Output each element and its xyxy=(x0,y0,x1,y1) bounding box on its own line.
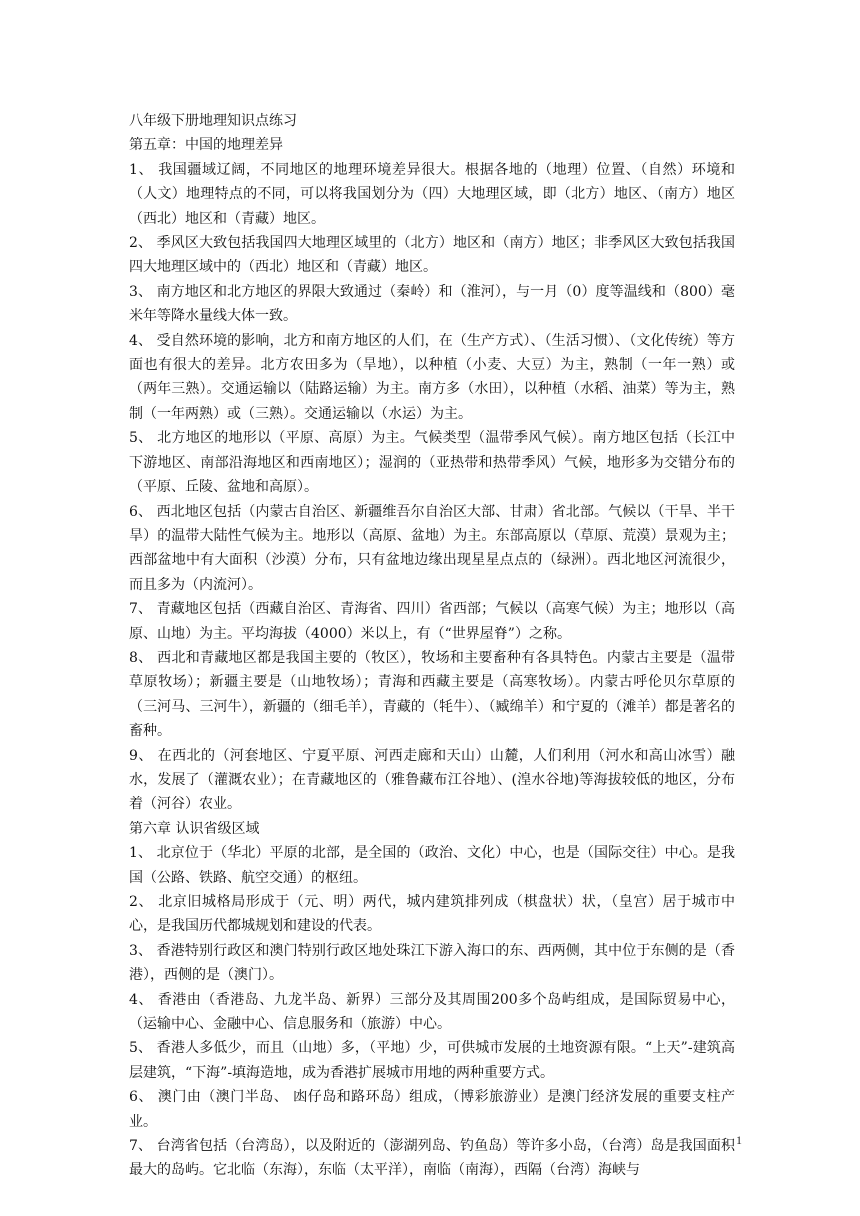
paragraph: 7、 台湾省包括（台湾岛），以及附近的（澎湖列岛、钓鱼岛）等许多小岛，（台湾）岛是我国面积最大的岛屿。它北临（东海），东临（太平洋），南临（南海），西隔（台湾）海峡与 xyxy=(129,1138,735,1179)
paragraph: 7、 青藏地区包括（西藏自治区、青海省、四川）省西部；气候以（高寒气候）为主；地形以（高原、山地）为主。平均海拔（4000）米以上，有（“世界屋脊”）之称。 xyxy=(129,601,735,642)
paragraph: 3、 香港特别行政区和澳门特别行政区地处珠江下游入海口的东、西两侧，其中位于东侧的是（香港），西侧的是（澳门）。 xyxy=(129,942,735,984)
paragraph: 5、 香港人多低少，而且（山地）多，（平地）少，可供城市发展的土地资源有限。“上天”-建筑高层建筑，“下海”-填海造地，成为香港扩展城市用地的两种重要方式。 xyxy=(129,1040,735,1081)
paragraph: 9、 在西北的（河套地区、宁夏平原、河西走廊和天山）山麓，人们利用（河水和高山冰雪）融水，发展了（灌溉农业）；在青藏地区的（雅鲁藏布江谷地）、(湟水谷地)等海拔较低的地区，分布着（河谷）农业。 xyxy=(129,747,735,813)
page-number: 1 xyxy=(736,1133,742,1147)
paragraph: 3、 南方地区和北方地区的界限大致通过（秦岭）和（淮河），与一月（0）度等温线和（800）毫米年等降水量线大体一致。 xyxy=(129,283,735,325)
document-title: 八年级下册地理知识点练习 xyxy=(129,113,297,129)
chapter-heading: 第五章：中国的地理差异 xyxy=(129,137,283,154)
paragraph: 6、 澳门由（澳门半岛、 凼仔岛和路环岛）组成，（博彩旅游业）是澳门经济发展的重要支柱产业。 xyxy=(129,1089,735,1130)
paragraph: 4、 香港由（香港岛、九龙半岛、新界）三部分及其周围200多个岛屿组成，是国际贸易中心，（运输中心、金融中心、信息服务和（旅游）中心。 xyxy=(129,991,735,1033)
chapter-heading: 第六章 认识省级区域 xyxy=(129,820,260,837)
paragraph: 2、 北京旧城格局形成于（元、明）两代，城内建筑排列成（棋盘状）状，（皇宫）居于城市中心，是我国历代都城规划和建设的代表。 xyxy=(129,894,735,935)
paragraph: 1、 北京位于（华北）平原的北部，是全国的（政治、文化）中心，也是（国际交往）中心。是我国（公路、铁路、航空交通）的枢纽。 xyxy=(129,845,735,886)
paragraph: 6、 西北地区包括（内蒙古自治区、新疆维吾尔自治区大部、甘肃）省北部。气候以（干旱、半干旱）的温带大陆性气候为主。地形以（高原、盆地）为主。东部高原以（草原、荒漠）景观为主；西部盆地中有大面积（沙漠）分布，只有盆地边缘出现星星点点的（绿洲）。西北地区河流很少，而且多为（内流河）。 xyxy=(129,503,735,593)
paragraph: 2、 季风区大致包括我国四大地理区域里的（北方）地区和（南方）地区；非季风区大致包括我国四大地理区域中的（西北）地区和（青藏）地区。 xyxy=(129,235,735,276)
document-body xyxy=(129,109,735,1183)
paragraph: 4、 受自然环境的影响，北方和南方地区的人们，在（生产方式）、（生活习惯）、（文化传统）等方面也有很大的差异。北方农田多为（旱地），以种植（小麦、大豆）为主，熟制（一年一熟）或（两年三熟）。交通运输以（陆路运输）为主。南方多（水田），以种植（水稻、油菜）等为主，熟制（一年两熟）或（三熟）。交通运输以（水运）为主。 xyxy=(129,332,735,422)
paragraph: 5、 北方地区的地形以（平原、高原）为主。气候类型（温带季风气候）。南方地区包括（长江中下游地区、南部沿海地区和西南地区）；湿润的（亚热带和热带季风）气候，地形多为交错分布的（平原、丘陵、盆地和高原）。 xyxy=(129,430,735,496)
paragraph: 1、 我国疆域辽阔，不同地区的地理环境差异很大。根据各地的（地理）位置、（自然）环境和（人文）地理特点的不同，可以将我国划分为（四）大地理区域，即（北方）地区、（南方）地区（西北）地区和（青藏）地区。 xyxy=(129,161,735,227)
paragraph: 8、 西北和青藏地区都是我国主要的（牧区），牧场和主要畜种有各具特色。内蒙古主要是（温带草原牧场）；新疆主要是（山地牧场）；青海和西藏主要是（高寒牧场）。内蒙古呼伦贝尔草原的（三河马、三河牛），新疆的（细毛羊），青藏的（牦牛）、（臧绵羊）和宁夏的（滩羊）都是著名的畜种。 xyxy=(129,649,735,740)
